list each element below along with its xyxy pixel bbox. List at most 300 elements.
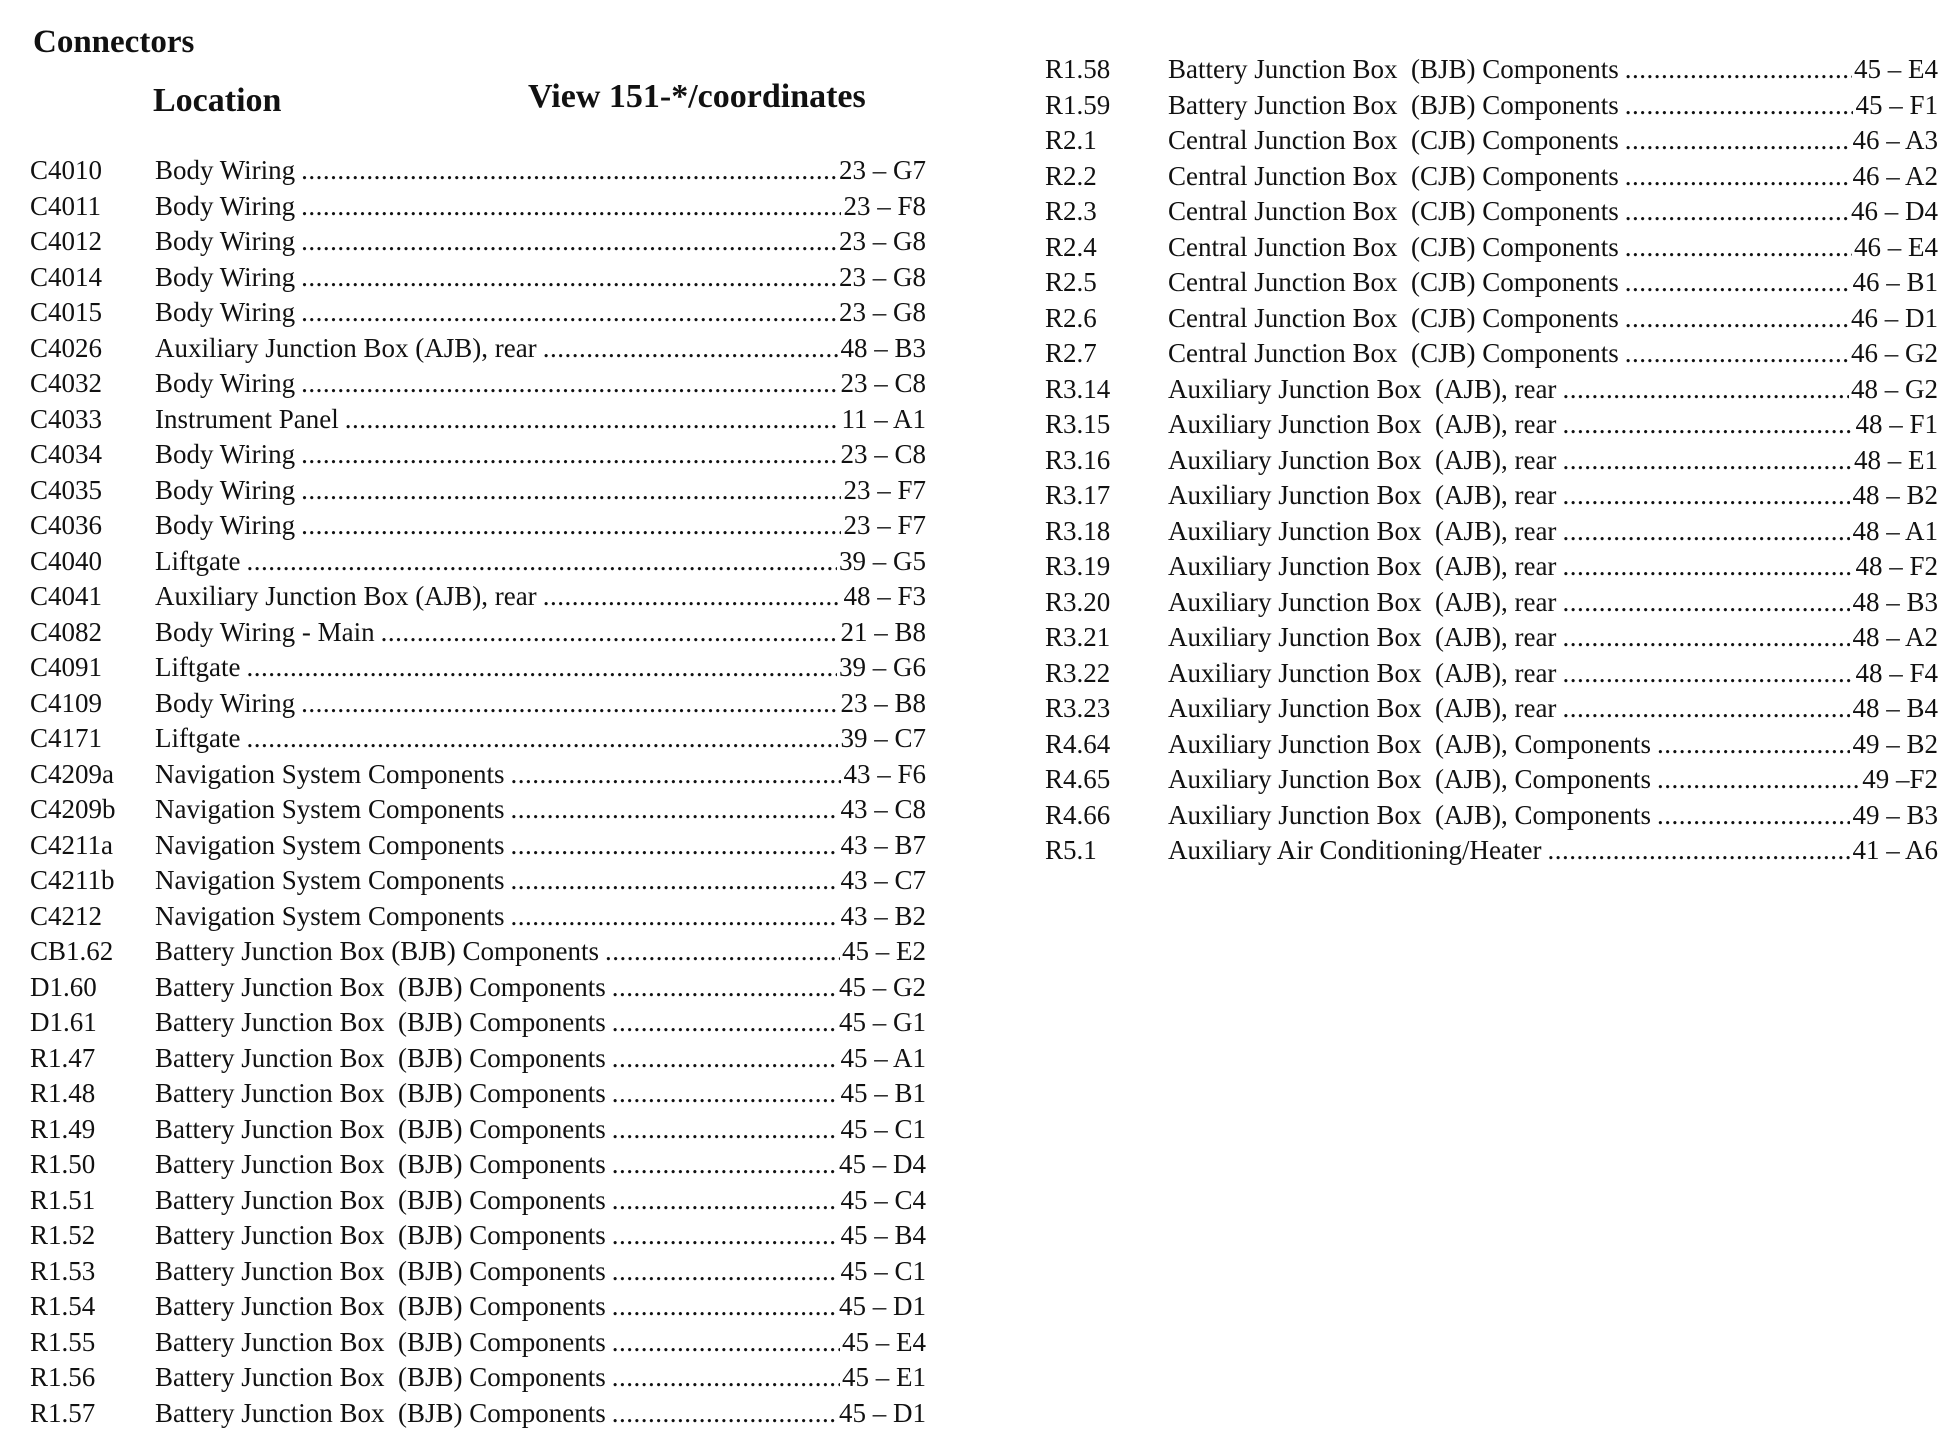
connector-row xyxy=(1045,265,1938,301)
connector-row xyxy=(30,579,926,615)
connector-location: Battery Junction Box (BJB) Components xyxy=(155,1149,606,1179)
connector-location: Battery Junction Box (BJB) Components xyxy=(155,1362,606,1392)
dot-leader xyxy=(612,1147,837,1183)
connector-location: Battery Junction Box (BJB) Components xyxy=(155,1326,606,1357)
view-coordinate: 49 – B2 xyxy=(1852,728,1938,759)
connector-id: C4011 xyxy=(30,190,102,221)
dot-leader xyxy=(246,650,837,686)
connector-entry xyxy=(1168,549,1938,585)
connector-id: R4.65 xyxy=(1045,764,1111,794)
connector-entry xyxy=(155,1254,926,1290)
connector-id: C4026 xyxy=(30,332,103,363)
dot-leader xyxy=(612,1289,837,1325)
connector-id: R2.6 xyxy=(1045,302,1097,333)
connector-location: Auxiliary Junction Box (AJB), rear xyxy=(1168,480,1557,510)
connector-row xyxy=(30,1183,926,1219)
connector-row xyxy=(30,1360,926,1396)
connector-entry xyxy=(1168,585,1938,621)
connector-entry xyxy=(1168,762,1938,798)
connector-location: Body Wiring xyxy=(155,226,296,256)
connector-entry xyxy=(155,863,926,899)
connector-entry xyxy=(155,1041,926,1077)
connector-id: R1.54 xyxy=(30,1291,96,1321)
dot-leader xyxy=(246,544,837,580)
view-coordinate: 45 – B1 xyxy=(840,1078,926,1108)
connector-row xyxy=(30,189,926,225)
connector-id: C4012 xyxy=(30,226,103,256)
dot-leader xyxy=(1562,656,1853,692)
connector-row xyxy=(1045,727,1938,763)
connector-row xyxy=(30,366,926,402)
view-coordinate: 43 – B7 xyxy=(840,829,926,860)
connector-id: R3.15 xyxy=(1045,409,1111,439)
connector-row xyxy=(30,508,926,544)
view-coordinate: 23 – G8 xyxy=(839,261,926,292)
view-coordinate: 45 – D1 xyxy=(839,1397,926,1428)
dot-leader xyxy=(1547,833,1850,869)
view-coordinate: 23 – F8 xyxy=(843,190,926,221)
connector-entry xyxy=(155,934,926,970)
view-coordinate: 11 – A1 xyxy=(841,403,926,434)
connector-row xyxy=(30,1218,926,1254)
connector-location: Battery Junction Box (BJB) Components xyxy=(155,1291,606,1321)
connector-entry xyxy=(155,473,926,509)
view-coordinate: 46 – G2 xyxy=(1851,338,1938,368)
connector-row xyxy=(30,1076,926,1112)
dot-leader xyxy=(301,295,837,331)
view-coordinate: 43 – B2 xyxy=(840,900,926,931)
connector-id: R4.64 xyxy=(1045,728,1111,759)
connector-location: Battery Junction Box (BJB) Components xyxy=(155,1184,606,1215)
view-coordinate: 23 – G8 xyxy=(839,297,926,327)
connector-id: R1.57 xyxy=(30,1397,96,1428)
view-coordinate: 45 – G1 xyxy=(839,1007,926,1037)
dot-leader xyxy=(612,970,837,1006)
connector-row xyxy=(30,757,926,793)
view-coordinate: 21 – B8 xyxy=(840,616,926,647)
view-coordinate: 45 – A1 xyxy=(840,1042,926,1073)
view-coordinate: 45 – E2 xyxy=(842,936,926,966)
view-coordinate: 45 – D4 xyxy=(839,1149,926,1179)
connector-row xyxy=(1045,336,1938,372)
view-coordinate: 48 – B2 xyxy=(1852,480,1938,510)
connector-row xyxy=(30,1254,926,1290)
connector-location: Battery Junction Box (BJB) Components xyxy=(155,1078,606,1108)
dot-leader xyxy=(1625,265,1851,301)
view-coordinate: 46 – B1 xyxy=(1852,267,1938,297)
connector-location: Auxiliary Junction Box (AJB), rear xyxy=(155,332,537,363)
dot-leader xyxy=(1562,549,1853,585)
connector-id: R3.21 xyxy=(1045,622,1111,652)
connector-entry xyxy=(155,1147,926,1183)
view-coordinates-header: View 151-*/coordinates xyxy=(528,78,866,115)
view-coordinate: 23 – G8 xyxy=(839,226,926,256)
connector-location: Navigation System Components xyxy=(155,829,505,860)
view-coordinate: 46 – E4 xyxy=(1854,231,1938,262)
connector-row xyxy=(30,224,926,260)
connector-location: Navigation System Components xyxy=(155,865,505,895)
page-title: Connectors xyxy=(33,24,195,60)
connector-id: R1.59 xyxy=(1045,89,1111,120)
connector-entry xyxy=(1168,620,1938,656)
connector-entry xyxy=(155,1289,926,1325)
dot-leader xyxy=(510,792,838,828)
connector-id: R3.19 xyxy=(1045,551,1111,581)
connector-entry xyxy=(1168,478,1938,514)
dot-leader xyxy=(612,1005,837,1041)
connector-row xyxy=(30,1289,926,1325)
view-coordinate: 49 – B3 xyxy=(1852,799,1938,830)
connector-row xyxy=(1045,443,1938,479)
view-coordinate: 39 – C7 xyxy=(840,723,926,753)
view-coordinate: 48 – F4 xyxy=(1855,657,1938,688)
view-coordinate: 39 – G6 xyxy=(839,652,926,682)
connector-id: R2.2 xyxy=(1045,160,1097,191)
dot-leader xyxy=(605,934,840,970)
view-coordinate: 48 – A2 xyxy=(1852,622,1938,652)
connector-entry xyxy=(155,1360,926,1396)
view-coordinate: 48 – F3 xyxy=(843,581,926,611)
connector-location: Navigation System Components xyxy=(155,900,505,931)
connector-location: Auxiliary Junction Box (AJB), Components xyxy=(1168,799,1651,830)
dot-leader xyxy=(543,331,839,367)
connector-location: Battery Junction Box (BJB) Components xyxy=(155,1007,606,1037)
dot-leader xyxy=(301,686,838,722)
connector-location: Auxiliary Junction Box (AJB), Components xyxy=(1168,764,1651,794)
connector-location: Auxiliary Junction Box (AJB), rear xyxy=(1168,515,1557,546)
connector-row xyxy=(1045,514,1938,550)
connector-row xyxy=(1045,620,1938,656)
view-coordinate: 45 – C4 xyxy=(840,1184,926,1215)
connector-id: C4010 xyxy=(30,155,103,185)
dot-leader xyxy=(246,721,838,757)
dot-leader xyxy=(1562,407,1853,443)
dot-leader xyxy=(1562,514,1850,550)
view-coordinate: 41 – A6 xyxy=(1852,835,1938,865)
connector-entry xyxy=(1168,159,1938,195)
connector-id: C4209a xyxy=(30,758,114,789)
view-coordinate: 43 – C7 xyxy=(840,865,926,895)
view-coordinate: 43 – C8 xyxy=(840,794,926,824)
connector-location: Battery Junction Box (BJB) Components xyxy=(155,1397,606,1428)
connector-row xyxy=(1045,230,1938,266)
connector-id: C4033 xyxy=(30,403,103,434)
connector-entry xyxy=(155,579,926,615)
connector-entry xyxy=(1168,194,1938,230)
connector-row xyxy=(1045,798,1938,834)
connector-row xyxy=(30,863,926,899)
connector-id: C4209b xyxy=(30,794,116,824)
connector-row xyxy=(30,1325,926,1361)
dot-leader xyxy=(1625,123,1851,159)
view-coordinate: 45 – C1 xyxy=(840,1255,926,1286)
connector-location: Auxiliary Junction Box (AJB), Components xyxy=(1168,728,1651,759)
connector-row xyxy=(30,295,926,331)
connector-entry xyxy=(1168,88,1938,124)
connector-entry xyxy=(155,544,926,580)
connector-row xyxy=(1045,88,1938,124)
connector-id: R1.53 xyxy=(30,1255,96,1286)
view-coordinate: 48 – B3 xyxy=(840,332,926,363)
dot-leader xyxy=(612,1183,839,1219)
connector-entry xyxy=(1168,336,1938,372)
connector-row xyxy=(1045,194,1938,230)
connector-entry xyxy=(1168,265,1938,301)
connector-id: D1.61 xyxy=(30,1007,97,1037)
dot-leader xyxy=(1562,585,1850,621)
connector-location: Body Wiring xyxy=(155,297,296,327)
dot-leader xyxy=(543,579,842,615)
dot-leader xyxy=(1625,301,1849,337)
connector-row xyxy=(30,1112,926,1148)
dot-leader xyxy=(510,899,838,935)
dot-leader xyxy=(301,473,841,509)
connector-id: R1.49 xyxy=(30,1113,96,1144)
connector-entry xyxy=(155,970,926,1006)
dot-leader xyxy=(612,1325,840,1361)
connector-location: Body Wiring xyxy=(155,687,296,718)
connector-location: Battery Junction Box (BJB) Components xyxy=(155,1042,606,1073)
connector-location: Body Wiring xyxy=(155,155,296,185)
connector-id: C4212 xyxy=(30,900,103,931)
connector-id: R2.4 xyxy=(1045,231,1097,262)
connector-location: Auxiliary Junction Box (AJB), rear xyxy=(1168,409,1557,439)
connector-entry xyxy=(155,1325,926,1361)
dot-leader xyxy=(301,260,837,296)
connector-row xyxy=(1045,159,1938,195)
connector-location: Battery Junction Box (BJB) Components xyxy=(1168,89,1619,120)
location-header: Location xyxy=(153,82,282,119)
connector-row xyxy=(1045,833,1938,869)
dot-leader xyxy=(612,1076,839,1112)
connector-entry xyxy=(1168,230,1938,266)
view-coordinate: 48 – F2 xyxy=(1855,551,1938,581)
view-coordinate: 46 – A3 xyxy=(1852,125,1938,155)
connector-id: R1.51 xyxy=(30,1184,96,1215)
connector-entry xyxy=(155,615,926,651)
dot-leader xyxy=(1562,691,1850,727)
connector-id: C4014 xyxy=(30,261,103,292)
connector-location: Battery Junction Box (BJB) Components xyxy=(155,971,606,1002)
dot-leader xyxy=(301,366,838,402)
dot-leader xyxy=(612,1041,839,1077)
connector-id: R1.55 xyxy=(30,1326,96,1357)
view-coordinate: 23 – F7 xyxy=(843,474,926,505)
connector-location: Auxiliary Junction Box (AJB), rear xyxy=(1168,373,1557,404)
connector-location: Central Junction Box (CJB) Components xyxy=(1168,125,1619,155)
connector-entry xyxy=(1168,656,1938,692)
connector-id: C4040 xyxy=(30,545,103,576)
view-coordinate: 46 – A2 xyxy=(1852,160,1938,191)
connector-id: R1.52 xyxy=(30,1220,96,1250)
connector-location: Navigation System Components xyxy=(155,758,505,789)
dot-leader xyxy=(301,437,838,473)
connector-row xyxy=(30,473,926,509)
connector-location: Liftgate xyxy=(155,545,241,576)
dot-leader xyxy=(1625,230,1852,266)
view-coordinate: 23 – G7 xyxy=(839,155,926,185)
connector-location: Navigation System Components xyxy=(155,794,505,824)
connector-row xyxy=(1045,585,1938,621)
connector-location: Auxiliary Air Conditioning/Heater xyxy=(1168,835,1542,865)
view-coordinate: 43 – F6 xyxy=(843,758,926,789)
connector-row xyxy=(30,1396,926,1432)
left-connector-list xyxy=(30,153,926,1431)
connector-location: Liftgate xyxy=(155,652,241,682)
connector-location: Body Wiring xyxy=(155,190,296,221)
view-coordinate: 48 – F1 xyxy=(1855,409,1938,439)
connector-location: Auxiliary Junction Box (AJB), rear xyxy=(1168,586,1557,617)
connector-row xyxy=(1045,407,1938,443)
dot-leader xyxy=(1625,88,1854,124)
view-coordinate: 45 – E4 xyxy=(842,1326,926,1357)
connector-id: C4171 xyxy=(30,723,103,753)
view-coordinate: 48 – B3 xyxy=(1852,586,1938,617)
connector-entry xyxy=(155,1112,926,1148)
connector-id: R1.48 xyxy=(30,1078,96,1108)
dot-leader xyxy=(301,153,837,189)
connector-location: Central Junction Box (CJB) Components xyxy=(1168,338,1619,368)
view-coordinate: 45 – B4 xyxy=(840,1220,926,1250)
connector-id: R3.18 xyxy=(1045,515,1111,546)
connector-entry xyxy=(155,1396,926,1432)
connector-location: Central Junction Box (CJB) Components xyxy=(1168,267,1619,297)
connector-row xyxy=(30,686,926,722)
connector-entry xyxy=(1168,301,1938,337)
connector-location: Battery Junction Box (BJB) Components xyxy=(155,1220,606,1250)
connector-entry xyxy=(1168,727,1938,763)
connector-id: C4034 xyxy=(30,439,103,469)
connector-entry xyxy=(155,153,926,189)
dot-leader xyxy=(510,757,841,793)
connector-entry xyxy=(155,331,926,367)
connector-id: C4041 xyxy=(30,581,103,611)
connector-id: R3.17 xyxy=(1045,480,1111,510)
connector-location: Central Junction Box (CJB) Components xyxy=(1168,302,1619,333)
connector-location: Central Junction Box (CJB) Components xyxy=(1168,196,1619,226)
connector-location: Body Wiring xyxy=(155,474,296,505)
connector-id: R3.14 xyxy=(1045,373,1111,404)
dot-leader xyxy=(301,508,841,544)
connector-entry xyxy=(155,650,926,686)
connector-location: Central Junction Box (CJB) Components xyxy=(1168,231,1619,262)
connector-entry xyxy=(1168,52,1938,88)
view-coordinate: 48 – E1 xyxy=(1854,444,1938,475)
view-coordinate: 48 – G2 xyxy=(1851,373,1938,404)
connector-row xyxy=(1045,372,1938,408)
connector-location: Battery Junction Box (BJB) Components xyxy=(155,936,599,966)
connector-id: R1.58 xyxy=(1045,54,1111,84)
connector-row xyxy=(1045,762,1938,798)
connector-row xyxy=(30,792,926,828)
connector-entry xyxy=(155,437,926,473)
dot-leader xyxy=(612,1254,839,1290)
dot-leader xyxy=(1562,443,1852,479)
connector-row xyxy=(30,899,926,935)
dot-leader xyxy=(345,402,840,438)
connector-row xyxy=(30,721,926,757)
view-coordinate: 45 – E4 xyxy=(1854,54,1938,84)
connector-row xyxy=(1045,549,1938,585)
view-coordinate: 46 – D4 xyxy=(1851,196,1938,226)
connector-id: R1.56 xyxy=(30,1362,96,1392)
connector-id: C4036 xyxy=(30,510,103,540)
connector-id: C4015 xyxy=(30,297,103,327)
connector-location: Auxiliary Junction Box (AJB), rear xyxy=(1168,551,1557,581)
connector-id: C4109 xyxy=(30,687,103,718)
connector-id: CB1.62 xyxy=(30,936,114,966)
dot-leader xyxy=(612,1360,840,1396)
connector-entry xyxy=(1168,798,1938,834)
connector-location: Liftgate xyxy=(155,723,241,753)
connector-id: R2.3 xyxy=(1045,196,1097,226)
view-coordinate: 23 – C8 xyxy=(840,368,926,398)
connector-row xyxy=(30,402,926,438)
connector-row xyxy=(30,260,926,296)
dot-leader xyxy=(381,615,839,651)
connector-id: R1.47 xyxy=(30,1042,96,1073)
view-coordinate: 45 – G2 xyxy=(839,971,926,1002)
connector-location: Body Wiring xyxy=(155,510,296,540)
dot-leader xyxy=(1657,798,1851,834)
connector-id: R3.16 xyxy=(1045,444,1111,475)
connector-id: C4082 xyxy=(30,616,103,647)
connector-id: R1.50 xyxy=(30,1149,96,1179)
connector-entry xyxy=(155,1076,926,1112)
connector-location: Body Wiring xyxy=(155,261,296,292)
connector-row xyxy=(30,437,926,473)
view-coordinate: 46 – D1 xyxy=(1851,302,1938,333)
connector-entry xyxy=(155,402,926,438)
connector-entry xyxy=(1168,514,1938,550)
dot-leader xyxy=(1562,478,1850,514)
connector-id: R3.23 xyxy=(1045,693,1111,723)
connector-entry xyxy=(155,1005,926,1041)
connector-row xyxy=(1045,691,1938,727)
connector-entry xyxy=(155,1218,926,1254)
dot-leader xyxy=(1625,159,1851,195)
right-connector-list xyxy=(1045,52,1938,869)
connector-id: C4091 xyxy=(30,652,103,682)
dot-leader xyxy=(1657,727,1851,763)
dot-leader xyxy=(612,1218,839,1254)
connector-entry xyxy=(155,686,926,722)
connector-location: Body Wiring - Main xyxy=(155,616,375,647)
connector-entry xyxy=(155,295,926,331)
connector-entry xyxy=(1168,833,1938,869)
dot-leader xyxy=(1625,336,1849,372)
connector-id: C4035 xyxy=(30,474,103,505)
connector-row xyxy=(30,934,926,970)
view-coordinate: 39 – G5 xyxy=(839,545,926,576)
connector-entry xyxy=(155,792,926,828)
view-coordinate: 23 – F7 xyxy=(843,510,926,540)
dot-leader xyxy=(301,189,841,225)
connector-location: Battery Junction Box (BJB) Components xyxy=(155,1255,606,1286)
connector-id: R3.20 xyxy=(1045,586,1111,617)
connector-entry xyxy=(155,366,926,402)
connector-row xyxy=(30,1147,926,1183)
view-coordinate: 45 – F1 xyxy=(1855,89,1938,120)
view-coordinate: 48 – A1 xyxy=(1852,515,1938,546)
connector-entry xyxy=(1168,372,1938,408)
dot-leader xyxy=(1625,194,1849,230)
connector-entry xyxy=(155,757,926,793)
connector-entry xyxy=(1168,691,1938,727)
dot-leader xyxy=(301,224,837,260)
connector-location: Auxiliary Junction Box (AJB), rear xyxy=(1168,693,1557,723)
view-coordinate: 45 – E1 xyxy=(842,1362,926,1392)
